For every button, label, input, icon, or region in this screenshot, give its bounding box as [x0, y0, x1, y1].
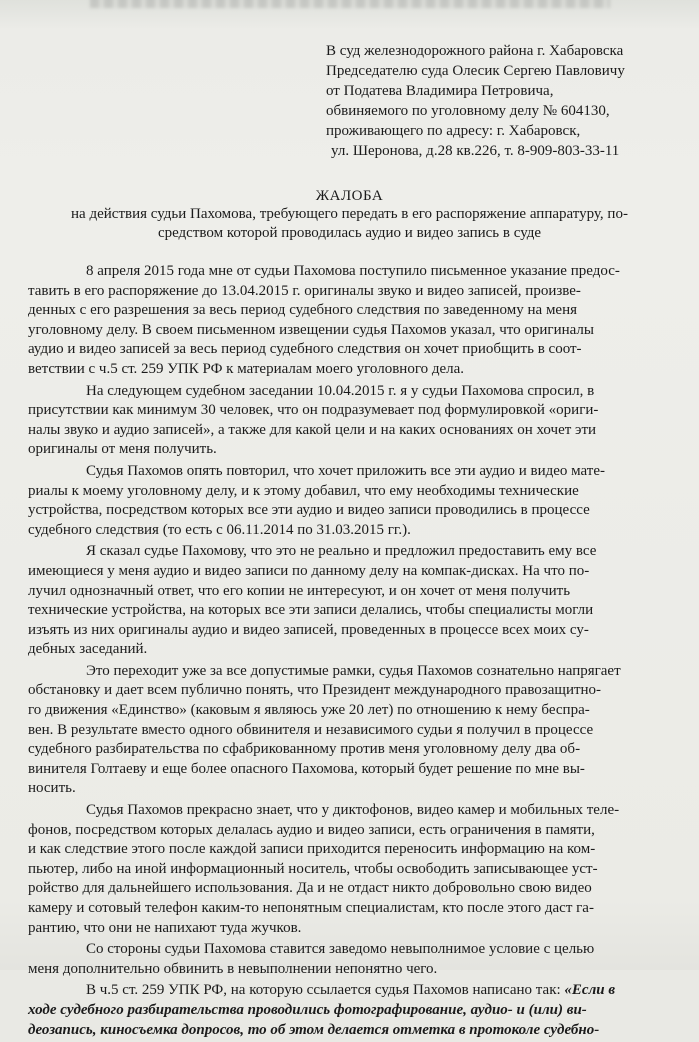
text-line: Со стороны судьи Пахомова ставится заведомо невыполнимое условие с целью	[86, 941, 595, 958]
text-line: присутствии как минимум 30 человек, что он подразумевает под формулировкой «ориги-	[28, 402, 599, 419]
text-line: На следующем судебном заседании 10.04.2015 г. я у судьи Пахомова спросил, в	[86, 382, 595, 399]
quoted-law-line: ходе судебного разбирательства проводились фотографирование, аудио- и (или) ви-	[28, 1001, 587, 1018]
text-line: камеру и сотовый телефон каким-то непонятным специалистам, кто после этого даст га-	[28, 900, 594, 916]
addressee-line: ул. Шеронова, д.28 кв.226, т. 8-909-803-33-11	[331, 143, 620, 159]
text-line: ройство для дальнейшего использования. Да и не отдаст никто добровольно свою видео	[28, 880, 592, 897]
text-line: винителя Голтаеву и еще более опасного Пахомова, который будет решение по мне вы-	[28, 760, 585, 777]
text-line: 8 апреля 2015 года мне от судьи Пахомова поступило письменное указание предос-	[86, 263, 620, 279]
text-line: обстановку и дает всем публично понять, что Президент международного правозащитно-	[28, 682, 602, 699]
text-line: вен. В результате вместо одного обвинителя и независимого судьи я получил в процессе	[28, 721, 594, 738]
text-line: Судья Пахомов прекрасно знает, что у диктофонов, видео камер и мобильных теле-	[86, 802, 620, 819]
paragraph	[28, 462, 668, 540]
text-line: изъять из них оригиналы аудио и видео записей, проведенных в процессе всех моих су-	[28, 621, 589, 638]
text-line: дебных заседаний.	[28, 641, 148, 658]
addressee-line: проживающего по адресу: г. Хабаровск,	[326, 123, 581, 139]
text-line: и как следствие этого после каждой записи приходится переносить информацию на ком-	[28, 841, 596, 858]
paragraph	[28, 801, 668, 938]
subtitle-line: на действия судьи Пахомова, требующего передать в его распоряжение аппаратуру, по-	[71, 206, 628, 222]
paragraph	[28, 542, 668, 660]
text-line: судебного разбирательства по сфабрикованному против меня уголовному делу два об-	[28, 741, 581, 758]
quoted-law-text: «Если в	[564, 982, 616, 999]
addressee-line: В суд железнодорожного района г. Хабаровска	[326, 43, 624, 59]
text-line: аудио и видео записей за весь период судебного следствия он хочет приобщить в соот-	[28, 341, 582, 358]
text-line: оригиналы от меня получить.	[28, 441, 217, 458]
text-line: уголовному делу. В своем письменном извещении судья Пахомов указал, что оригиналы	[28, 321, 594, 338]
text-line: Судья Пахомов опять повторил, что хочет приложить все эти аудио и видео мате-	[86, 462, 606, 479]
text-line: меня дополнительно обвинить в невыполнении непонятно чего.	[28, 960, 438, 977]
text-line	[28, 981, 668, 1001]
paragraph-lead-text: В ч.5 ст. 259 УПК РФ, на которую ссылается судья Пахомов написано так:	[86, 982, 561, 999]
addressee-block	[326, 41, 686, 161]
paragraph	[28, 940, 668, 979]
text-line: го движения «Единство» (каковым я являюсь уже 20 лет) по отношению к нему беспра-	[28, 702, 590, 719]
document-body	[28, 262, 668, 1042]
subtitle-line: средством которой проводилась аудио и видео запись в суде	[157, 225, 542, 241]
bleed-through-text-artifact	[90, 0, 610, 8]
text-line: лучил однозначный ответ, что его копии не интересуют, и он хочет от меня получить	[28, 582, 571, 599]
addressee-line: Председателю суда Олесик Сергею Павловичу	[326, 63, 625, 79]
addressee-line: от Податева Владимира Петровича,	[326, 83, 554, 99]
document-title: ЖАЛОБА	[315, 188, 384, 204]
text-line: имеющиеся у меня аудио и видео записи по данному делу на компак-дисках. На что по-	[28, 562, 590, 579]
text-line: налы звуко и аудио записей», а также для какой цели и на каких основаниях он хочет эти	[28, 421, 597, 438]
text-line: устройства, посредством которых все эти аудио и видео записи проводились в процессе	[28, 502, 590, 519]
text-line: фонов, посредством которых делалась аудио и видео записи, есть ограничения в памяти,	[28, 821, 595, 838]
text-line: рантию, что они не напихают туда жучков.	[28, 919, 302, 936]
quoted-law-line: деозапись, киносъемка допросов, то об этом делается отметка в протоколе судебно-	[28, 1021, 600, 1038]
text-line: Это переходит уже за все допустимые рамки, судья Пахомов сознательно напрягает	[86, 662, 621, 679]
paragraph	[28, 262, 668, 380]
text-line: ветствии с ч.5 ст. 259 УПК РФ к материалам моего уголовного дела.	[28, 360, 465, 377]
text-line: носить.	[28, 780, 76, 797]
paragraph	[28, 981, 668, 1040]
text-line: технические устройства, на которых все эти записи делались, чтобы специалисты могли	[28, 602, 594, 619]
paragraph	[28, 662, 668, 799]
text-line: Я сказал судье Пахомову, что это не реально и предложил предоставить ему все	[86, 543, 597, 560]
text-line: тавить в его распоряжение до 13.04.2015 г. оригиналы звуко и видео записей, произве-	[28, 282, 581, 299]
paragraph	[28, 382, 668, 460]
text-line: денных с его разрешения за весь период судебного следствия по заведенному на меня	[28, 302, 578, 319]
addressee-line: обвиняемого по уголовному делу № 604130,	[326, 103, 610, 119]
text-line: пьютер, либо на иной информационный носитель, чтобы освободить записывающее уст-	[28, 860, 598, 877]
document-subtitle	[0, 205, 699, 243]
text-line: риалы к моему уголовному делу, и к этому добавил, что ему необходимы технические	[28, 482, 579, 499]
text-line: судебного следствия (то есть с 06.11.2014 по 31.03.2015 гг.).	[28, 521, 411, 538]
